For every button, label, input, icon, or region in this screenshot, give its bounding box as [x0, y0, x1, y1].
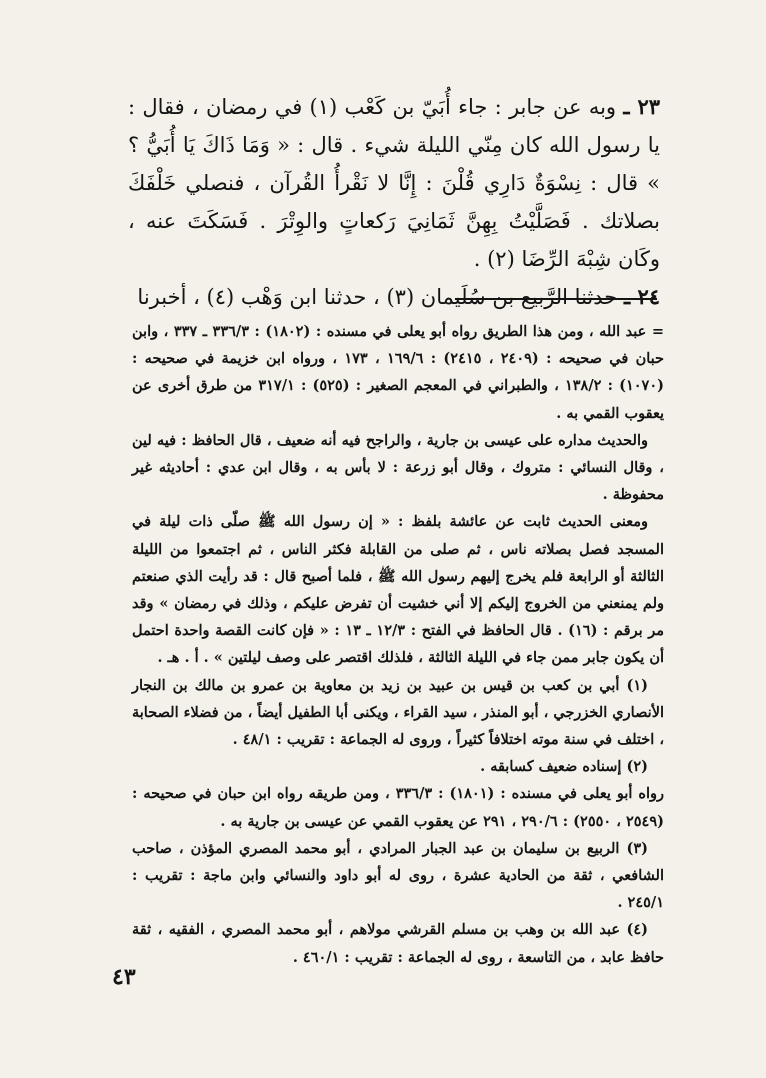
hadith-number: ٢٤ ـ: [623, 284, 660, 309]
main-text: [128, 88, 660, 316]
footnote-paragraph: والحديث مداره على عيسى بن جارية ، والراجح فيه أنه ضعيف ، قال الحافظ : فيه لين ، وقال النسائي : متروك ، وقال أبو زرعة : لا بأس به ، وقال ابن عدي : أحاديثه غير محفوظة .: [132, 431, 664, 504]
hadith-number: ٢٣ ـ: [623, 94, 660, 119]
footnote-separator: [455, 298, 657, 300]
hadith-23: [128, 88, 660, 278]
footnote-paragraph: ومعنى الحديث ثابت عن عائشة بلفظ : « إن رسول الله ﷺ صلّى ذات ليلة في المسجد فصل بصلاته ناس ، ثم صلى من القابلة فكثر الناس ، ثم اجتمعوا من الليلة الثالثة أو الرابعة فلم يخرج إليهم رسول الله ﷺ ، فلما أصبح قال : قد رأيت الذي صنعتم ولم يمنعني من الخروج إليكم إلا أني خشيت أن تفرض عليكم ، وذلك في رمضان » وقد مر برقم : (١٦) . قال الحافظ في الفتح : ١٢/٣ ـ ١٣ : « فإن كانت القصة واحدة احتمل أن يكون جابر ممن جاء في الليلة الثالثة ، فلذلك اقتصر على وصف ليلتين » . أ . هـ .: [132, 513, 664, 667]
footnote-2: (٢) إسناده ضعيف كسابقه .: [480, 758, 648, 776]
footnote-3: (٣) الربيع بن سليمان بن عبد الجبار المرادي ، أبو محمد المصري المؤذن ، صاحب الشافعي ، ثقة من الحادية عشرة ، روى له أبو داود والنسائي وابن ماجة : تقريب : ٢٤٥/١ .: [132, 839, 664, 912]
hadith-text: وبه عن جابر : جاء أُبَيّ بن كَعْب (١) في رمضان ، فقال : يا رسول الله كان مِنّي الليلة شيء . قال : « وَمَا ذَاكَ يَا أُبَيُّ ؟ » قال : نِسْوَةٌ دَارِي قُلْنَ : إِنَّا لا نَقْرأُ القُرآن ، فنصلي خَلْفَكَ بصلاتك . فَصَلَّيْتُ بِهِنَّ ثَمَانِيَ رَكعاتٍ والوِتْرَ . فَسَكَتَ عنه ، وكَان شِبْهَ الرِّضَا (٢) .: [128, 95, 660, 271]
footnote-continuation: = عبد الله ، ومن هذا الطريق رواه أبو يعلى في مسنده : (١٨٠٢) : ٣٣٦/٣ ـ ٣٣٧ ، وابن حبان في صحيحه : (٢٤٠٩ ، ٢٤١٥) : ١٦٩/٦ ، ١٧٣ ، ورواه ابن خزيمة في صحيحه : (١٠٧٠) : ١٣٨/٢ ، والطبراني في المعجم الصغير : (٥٢٥) : ٣١٧/١ من طرق أخرى عن يعقوب القمي به .: [132, 323, 664, 422]
footnote-4: (٤) عبد الله بن وهب بن مسلم القرشي مولاهم ، أبو محمد المصري ، الفقيه ، ثقة حافظ عابد ، من التاسعة ، روى له الجماعة : تقريب : ٤٦٠/١ .: [132, 921, 664, 966]
hadith-text: حدثنا الرَّبيع بن سُلَيمان (٣) ، حدثنا ابن وَهْب (٤) ، أخبرنا: [137, 285, 618, 309]
hadith-24: [128, 278, 660, 316]
page-number: ٤٣: [112, 964, 136, 990]
footnote-1: (١) أبي بن كعب بن قيس بن عبيد بن زيد بن معاوية بن عمرو بن مالك بن النجار الأنصاري الخزرجي ، أبو المنذر ، سيد القراء ، ويكنى أبا الطفيل أيضاً ، من فضلاء الصحابة ، اختلف في سنة موته اختلافاً كثيراً ، وروى له الجماعة : تقريب : ٤٨/١ .: [132, 676, 664, 749]
footnote-paragraph: رواه أبو يعلى في مسنده : (١٨٠١) : ٣٣٦/٣ ، ومن طريقه رواه ابن حبان في صحيحه : (٢٥٤٩ ، ٢٥٥٠) : ٢٩٠/٦ ، ٢٩١ عن يعقوب القمي عن عيسى بن جارية به .: [132, 785, 665, 830]
footnotes: [132, 318, 664, 971]
